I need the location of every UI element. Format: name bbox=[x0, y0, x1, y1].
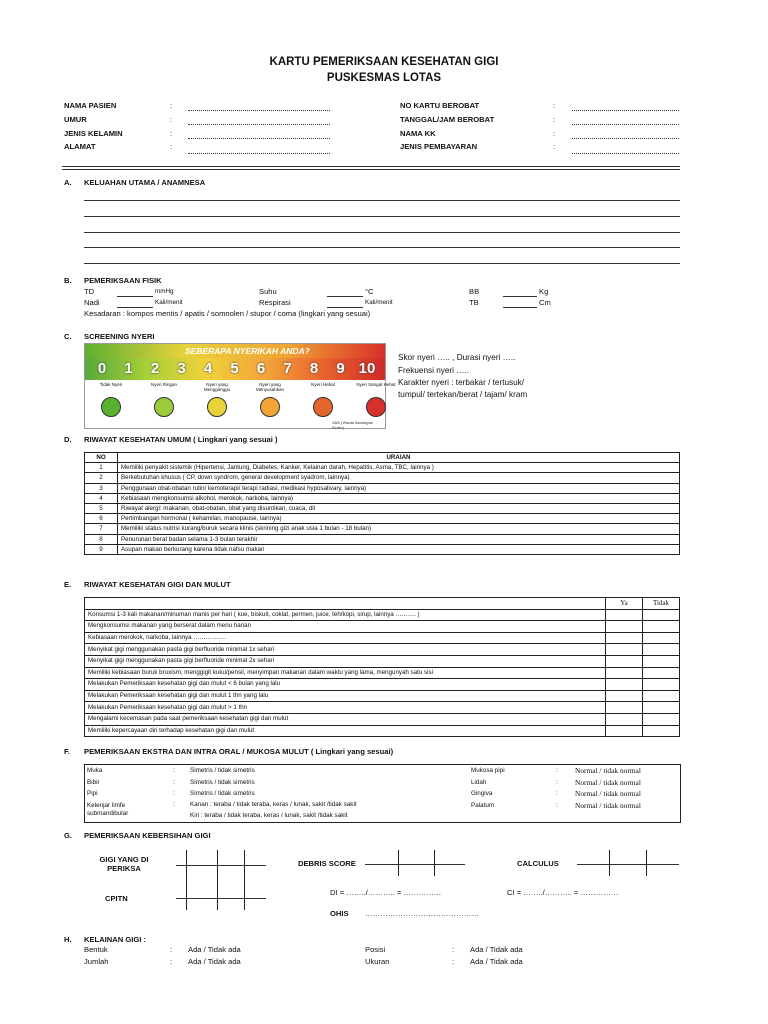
nadi-label: Nadi bbox=[84, 298, 100, 307]
frekuensi-nyeri-text[interactable]: Frekuensi nyeri ….. bbox=[398, 366, 469, 375]
kesadaran-text[interactable]: Kesadaran : kompos mentis / apatis / somnolen / stupor / coma (lingkari yang sesuai) bbox=[84, 309, 371, 318]
grid-line bbox=[609, 850, 610, 876]
nadi-unit: Kali/menit bbox=[155, 299, 183, 306]
ya-cell[interactable] bbox=[606, 702, 643, 714]
row-text: Menyikat gigi menggunakan pasta gigi berfluoride minimal 2x sehari bbox=[85, 655, 606, 667]
anamnesa-line[interactable] bbox=[84, 232, 680, 233]
section-c-title: SCREENING NYERI bbox=[84, 332, 155, 341]
calculus-grid[interactable] bbox=[577, 850, 679, 876]
pain-face-icon bbox=[101, 397, 121, 417]
pain-face-label: Nyeri Hebat bbox=[311, 382, 335, 387]
colon: : bbox=[556, 802, 558, 809]
divider bbox=[62, 166, 680, 167]
section-b-title: PEMERIKSAAN FISIK bbox=[84, 276, 162, 285]
header-blank bbox=[85, 598, 606, 610]
pipi-value[interactable]: Simetris / tidak simetris bbox=[190, 790, 255, 797]
row-text: Menyikat gigi menggunakan pasta gigi berfluoride minimal 1x sehari bbox=[85, 644, 606, 656]
tidak-cell[interactable] bbox=[643, 690, 680, 702]
section-a-title: KELUAHAN UTAMA / ANAMNESA bbox=[84, 178, 206, 187]
grid-line bbox=[186, 884, 187, 910]
section-h-title: KELAINAN GIGI : bbox=[84, 935, 147, 944]
section-c-letter: C. bbox=[64, 332, 72, 341]
pain-scale-image bbox=[84, 343, 396, 430]
row-no: 7 bbox=[85, 524, 118, 534]
colon: : bbox=[170, 129, 173, 138]
colon: : bbox=[556, 779, 558, 786]
kelenjar-kanan-value[interactable]: Kanan : teraba / tidak teraba, keras / lunak, sakit /tidak sakit bbox=[190, 801, 357, 808]
table-row bbox=[85, 679, 680, 691]
table-row[interactable] bbox=[85, 483, 680, 493]
grid-line bbox=[365, 864, 465, 865]
grid-line bbox=[244, 884, 245, 910]
jenis-pembayaran-field[interactable] bbox=[572, 153, 679, 154]
colon: : bbox=[170, 101, 173, 110]
mukosa-pipi-value[interactable]: Normal / tidak normal bbox=[575, 766, 641, 775]
cpitn-label: CPITN bbox=[105, 894, 128, 903]
table-row bbox=[85, 725, 680, 737]
tidak-cell[interactable] bbox=[643, 632, 680, 644]
debris-score-grid[interactable] bbox=[365, 850, 465, 876]
row-text: Mengkonsumsi makanan yang berserat dalam menu harian bbox=[85, 621, 606, 633]
pain-face-label: Nyeri Sangat Hebat bbox=[356, 382, 396, 387]
header-no: NO bbox=[85, 453, 118, 463]
ya-cell[interactable] bbox=[606, 644, 643, 656]
grid-line bbox=[398, 850, 399, 876]
bentuk-value[interactable]: Ada / Tidak ada bbox=[188, 945, 241, 954]
pain-face-icon bbox=[260, 397, 280, 417]
colon: : bbox=[556, 790, 558, 797]
tidak-cell[interactable] bbox=[643, 702, 680, 714]
colon: : bbox=[173, 790, 175, 797]
row-text: Melakukan Pemeriksaan kesehatan gigi dan mulut > 1 thn bbox=[85, 702, 606, 714]
table-row[interactable] bbox=[85, 493, 680, 503]
colon: : bbox=[173, 767, 175, 774]
colon: : bbox=[173, 801, 175, 808]
pain-face-label: Tidak Nyeri bbox=[99, 382, 123, 387]
gingiva-value[interactable]: Normal / tidak normal bbox=[575, 789, 641, 798]
grid-line bbox=[176, 898, 266, 899]
colon: : bbox=[553, 142, 556, 151]
pain-number: 7 bbox=[283, 360, 292, 377]
vas-caption: VAS (Visual Analogue Scale) bbox=[332, 420, 374, 430]
colon: : bbox=[173, 779, 175, 786]
row-text: Mengalami kecemasan pada saat pemeriksaan kesehatan gigi dan mulut bbox=[85, 713, 606, 725]
ukuran-label: Ukuran bbox=[365, 957, 390, 966]
cm-unit: Cm bbox=[539, 298, 551, 307]
nama-pasien-label: NAMA PASIEN bbox=[64, 101, 117, 110]
celsius-unit: °C bbox=[365, 287, 374, 296]
debris-score-label: DEBRIS SCORE bbox=[298, 859, 356, 868]
bentuk-label: Bentuk bbox=[84, 945, 108, 954]
pipi-label: Pipi bbox=[87, 790, 98, 797]
no-kartu-label: NO KARTU BEROBAT bbox=[400, 101, 480, 110]
jumlah-value[interactable]: Ada / Tidak ada bbox=[188, 957, 241, 966]
ya-cell[interactable] bbox=[606, 621, 643, 633]
ya-cell[interactable] bbox=[606, 679, 643, 691]
ukuran-value[interactable]: Ada / Tidak ada bbox=[470, 957, 523, 966]
respirasi-field[interactable] bbox=[327, 307, 363, 308]
table-row[interactable] bbox=[85, 473, 680, 483]
colon: : bbox=[553, 129, 556, 138]
row-no: 2 bbox=[85, 473, 118, 483]
colon: : bbox=[452, 945, 455, 954]
mukosa-pipi-label: Mukosa pipi bbox=[471, 767, 505, 774]
header-tidak: Tidak bbox=[643, 598, 680, 610]
anamnesa-line[interactable] bbox=[84, 216, 680, 217]
nama-kk-field[interactable] bbox=[572, 138, 679, 139]
table-row bbox=[85, 632, 680, 644]
palatum-value[interactable]: Normal / tidak normal bbox=[575, 801, 641, 810]
row-text: Konsumsi 1-3 kali makanan/minuman manis per hari ( kue, biskuit, coklat, permen, juice, teh/kopi, sirup, lainnya ………. ) bbox=[85, 609, 606, 621]
colon: : bbox=[553, 115, 556, 124]
colon: : bbox=[170, 957, 173, 966]
section-g-letter: G. bbox=[64, 831, 73, 840]
tb-field[interactable] bbox=[503, 307, 537, 308]
pain-face-icon bbox=[154, 397, 174, 417]
muka-value[interactable]: Simetris / tidak simetris bbox=[190, 767, 255, 774]
posisi-label: Posisi bbox=[365, 945, 386, 954]
alamat-label: ALAMAT bbox=[64, 142, 96, 151]
table-row bbox=[85, 609, 680, 621]
table-row bbox=[85, 713, 680, 725]
pain-number: 4 bbox=[203, 360, 213, 377]
colon: : bbox=[556, 767, 558, 774]
oral-exam-box bbox=[84, 764, 681, 823]
pain-face-label: Nyeri Ringan bbox=[150, 382, 177, 387]
jumlah-label: Jumlah bbox=[84, 957, 109, 966]
table-row bbox=[85, 621, 680, 633]
grid-line bbox=[434, 850, 435, 876]
karakter-nyeri-text[interactable]: Karakter nyeri : terbakar / tertusuk/ bbox=[398, 378, 525, 387]
lidah-label: Lidah bbox=[471, 779, 487, 786]
pain-face-icon bbox=[366, 397, 386, 417]
pain-number: 1 bbox=[124, 360, 133, 377]
section-e-letter: E. bbox=[64, 580, 72, 589]
table-row bbox=[85, 655, 680, 667]
tidak-cell[interactable] bbox=[643, 679, 680, 691]
tidak-cell[interactable] bbox=[643, 621, 680, 633]
row-no: 4 bbox=[85, 493, 118, 503]
respirasi-label: Respirasi bbox=[259, 298, 291, 307]
divider bbox=[62, 169, 680, 170]
grid-line bbox=[217, 884, 218, 910]
table-row bbox=[85, 667, 680, 679]
pain-number: 3 bbox=[177, 360, 186, 377]
jenis-kelamin-label: JENIS KELAMIN bbox=[64, 129, 123, 138]
section-g-title: PEMERIKSAAN KEBERSIHAN GIGI bbox=[84, 831, 211, 840]
tidak-cell[interactable] bbox=[643, 609, 680, 621]
kelenjar-label: Kelenjar limfe bbox=[87, 802, 126, 809]
cpitn-grid[interactable] bbox=[176, 884, 266, 910]
section-f-title: PEMERIKSAAN EKSTRA DAN INTRA ORAL / MUKOSA MULUT ( Lingkari yang sesuai) bbox=[84, 747, 394, 756]
row-text: Berkebutuhan khusus ( CP, down syndrom, general development syadrom, lainnya) bbox=[118, 473, 680, 483]
grid-line bbox=[176, 865, 266, 866]
section-d-title: RIWAYAT KESEHATAN UMUM ( Lingkari yang sesuai ) bbox=[84, 435, 278, 444]
tidak-cell[interactable] bbox=[643, 725, 680, 737]
table-row bbox=[85, 690, 680, 702]
section-f-letter: F. bbox=[64, 747, 70, 756]
td-field[interactable] bbox=[117, 296, 153, 297]
pain-number: 0 bbox=[97, 360, 107, 377]
tidak-cell[interactable] bbox=[643, 667, 680, 679]
row-text: Pertimbangan hormonal ( kehamilan, manopause, lainnya) bbox=[118, 514, 680, 524]
grid-line bbox=[646, 850, 647, 876]
pain-face-icon bbox=[313, 397, 333, 417]
colon: : bbox=[170, 115, 173, 124]
pain-number: 6 bbox=[256, 360, 266, 377]
pain-number: 8 bbox=[309, 360, 319, 377]
table-row[interactable] bbox=[85, 544, 680, 554]
umur-label: UMUR bbox=[64, 115, 87, 124]
nadi-field[interactable] bbox=[117, 307, 153, 308]
pain-number-row bbox=[85, 359, 385, 381]
pain-number: 5 bbox=[230, 360, 239, 377]
clinic-name: PUSKESMAS LOTAS bbox=[326, 72, 442, 84]
ya-cell[interactable] bbox=[606, 713, 643, 725]
header-ya: Ya bbox=[606, 598, 643, 610]
tidak-cell[interactable] bbox=[643, 644, 680, 656]
mmhg-unit: mmHg bbox=[155, 288, 174, 295]
skor-nyeri-text[interactable]: Skor nyeri ….. , Durasi nyeri ….. bbox=[398, 353, 516, 362]
colon: : bbox=[553, 101, 556, 110]
anamnesa-line[interactable] bbox=[84, 247, 680, 248]
section-b-letter: B. bbox=[64, 276, 72, 285]
table-header-row bbox=[85, 598, 680, 610]
row-text: Memiliki kepercayaan diri terhadap kesehatan gigi dan mulut bbox=[85, 725, 606, 737]
tanggal-field[interactable] bbox=[572, 124, 679, 125]
row-text: Penurunan berat badan selama 1-3 bulan terakhir bbox=[118, 534, 680, 544]
table-row[interactable] bbox=[85, 503, 680, 513]
row-text: Kebiasaan mengkonsumsi alkohol, merokok, narkoba, lainnya) bbox=[118, 493, 680, 503]
ya-cell[interactable] bbox=[606, 725, 643, 737]
pain-number: 2 bbox=[150, 360, 160, 377]
row-no: 1 bbox=[85, 463, 118, 473]
no-kartu-field[interactable] bbox=[572, 110, 679, 111]
lidah-value[interactable]: Normal / tidak normal bbox=[575, 778, 641, 787]
table-row[interactable] bbox=[85, 534, 680, 544]
riwayat-umum-table bbox=[84, 452, 680, 555]
row-text: Kebiasaan merokok, narkoba, lainnya ……………. bbox=[85, 632, 606, 644]
pain-face-icon bbox=[207, 397, 227, 417]
tidak-cell[interactable] bbox=[643, 713, 680, 725]
row-text: Memiliki kebiasaan buruk bruxism, menggigit kuku/pensil, menyimpan makanan dalam waktu yang lama, mengunyah satu sisi bbox=[85, 667, 606, 679]
suhu-field[interactable] bbox=[327, 296, 363, 297]
card-title: KARTU PEMERIKSAAN KESEHATAN GIGI bbox=[269, 56, 499, 68]
umur-field[interactable] bbox=[188, 124, 330, 125]
td-label: TD bbox=[84, 287, 95, 296]
pain-face-label: Nyeri yang Mengganggu bbox=[203, 382, 231, 392]
muka-label: Muka bbox=[87, 767, 103, 774]
gigi-diperiksa-label: GIGI YANG DI bbox=[99, 855, 149, 864]
tidak-cell[interactable] bbox=[643, 655, 680, 667]
gigi-diperiksa-label-2: PERIKSA bbox=[107, 864, 141, 873]
row-text: Melakukan Pemeriksaan kesehatan gigi dan mulut < 6 bulan yang lalu bbox=[85, 679, 606, 691]
row-text: Melakukan Pemeriksaan kesehatan gigi dan mulut 1 thn yang lalu bbox=[85, 690, 606, 702]
colon: : bbox=[170, 142, 173, 151]
row-no: 3 bbox=[85, 483, 118, 493]
tb-label: TB bbox=[469, 298, 479, 307]
pain-number: 10 bbox=[358, 360, 376, 377]
table-row[interactable] bbox=[85, 514, 680, 524]
colon: : bbox=[170, 945, 173, 954]
table-row[interactable] bbox=[85, 524, 680, 534]
ya-cell[interactable] bbox=[606, 655, 643, 667]
anamnesa-line[interactable] bbox=[84, 263, 680, 264]
jenis-kelamin-field[interactable] bbox=[188, 138, 330, 139]
table-header-row bbox=[85, 453, 680, 463]
nama-pasien-field[interactable] bbox=[188, 110, 330, 111]
ya-cell[interactable] bbox=[606, 690, 643, 702]
row-text: Asupan makan berkurang karena tidak nafsu makan bbox=[118, 544, 680, 554]
row-no: 9 bbox=[85, 544, 118, 554]
ya-cell[interactable] bbox=[606, 632, 643, 644]
nama-kk-label: NAMA KK bbox=[400, 129, 436, 138]
calculus-label: CALCULUS bbox=[517, 859, 559, 868]
row-text: Penggunaan obat-obatan rutin/ kemoterapi/ terapi radiasi, medikasi hyposalivary, lainnya) bbox=[118, 483, 680, 493]
row-text: Memiliki status nutrisi kurang/buruk secara klinis (skrining gizi anak usia 1 bulan - 18 bulan) bbox=[118, 524, 680, 534]
di-formula[interactable]: DI = ……../……….. = …………… bbox=[330, 888, 442, 897]
colon: : bbox=[452, 957, 455, 966]
kg-unit: Kg bbox=[539, 287, 549, 296]
table-row bbox=[85, 702, 680, 714]
section-e-title: RIWAYAT KESEHATAN GIGI DAN MULUT bbox=[84, 580, 231, 589]
submandibular-label: submandibular bbox=[87, 810, 129, 817]
header-uraian: URAIAN bbox=[118, 453, 680, 463]
pain-number: 9 bbox=[336, 360, 345, 377]
jenis-pembayaran-label: JENIS PEMBAYARAN bbox=[400, 142, 478, 151]
bb-field[interactable] bbox=[503, 296, 537, 297]
karakter-nyeri-text-2[interactable]: tumpul/ tertekan/berat / tajam/ kram bbox=[398, 390, 528, 399]
row-no: 8 bbox=[85, 534, 118, 544]
row-no: 5 bbox=[85, 503, 118, 513]
ci-formula[interactable]: CI = ……../……….. = …………… bbox=[507, 888, 619, 897]
tanggal-label: TANGGAL/JAM BEROBAT bbox=[400, 115, 495, 124]
ya-cell[interactable] bbox=[606, 609, 643, 621]
pain-scale-banner-text: SEBERAPA NYERIKAH ANDA? bbox=[185, 346, 310, 356]
section-a-letter: A. bbox=[64, 178, 72, 187]
ohis-label: OHIS bbox=[330, 909, 349, 918]
bb-label: BB bbox=[469, 287, 480, 296]
row-text: Memiliki penyakit sistemik (Hipertensi, Jantung, Diabetes, Kanker, Kelainan darah, Hepatitis, Asma, TBC, lainnya ) bbox=[118, 463, 680, 473]
bibir-value[interactable]: Simetris / tidak simetris bbox=[190, 779, 255, 786]
suhu-label: Suhu bbox=[259, 287, 277, 296]
pain-face-label: Nyeri yang Menyusahkan bbox=[255, 382, 285, 392]
riwayat-gigi-table bbox=[84, 597, 680, 737]
respirasi-unit: Kali/menit bbox=[365, 299, 393, 306]
bibir-label: Bibir bbox=[87, 779, 100, 786]
section-h-letter: H. bbox=[64, 935, 72, 944]
ya-cell[interactable] bbox=[606, 667, 643, 679]
table-row[interactable] bbox=[85, 463, 680, 473]
grid-line bbox=[577, 864, 679, 865]
anamnesa-line[interactable] bbox=[84, 200, 680, 201]
gingiva-label: Gingiva bbox=[471, 790, 493, 797]
row-text: Riwayat alergi: makanan, obat-obatan, obat yang disuntikan, cuaca, dll bbox=[118, 503, 680, 513]
posisi-value[interactable]: Ada / Tidak ada bbox=[470, 945, 523, 954]
row-no: 6 bbox=[85, 514, 118, 524]
kelenjar-kiri-value[interactable]: Kiri : teraba / tidak teraba, keras / lunak, sakit /tidak sakit bbox=[190, 812, 348, 819]
table-row bbox=[85, 644, 680, 656]
section-d-letter: D. bbox=[64, 435, 72, 444]
alamat-field[interactable] bbox=[188, 153, 330, 154]
palatum-label: Palatum bbox=[471, 802, 495, 809]
ohis-field[interactable]: ……………………………………… bbox=[365, 909, 479, 918]
